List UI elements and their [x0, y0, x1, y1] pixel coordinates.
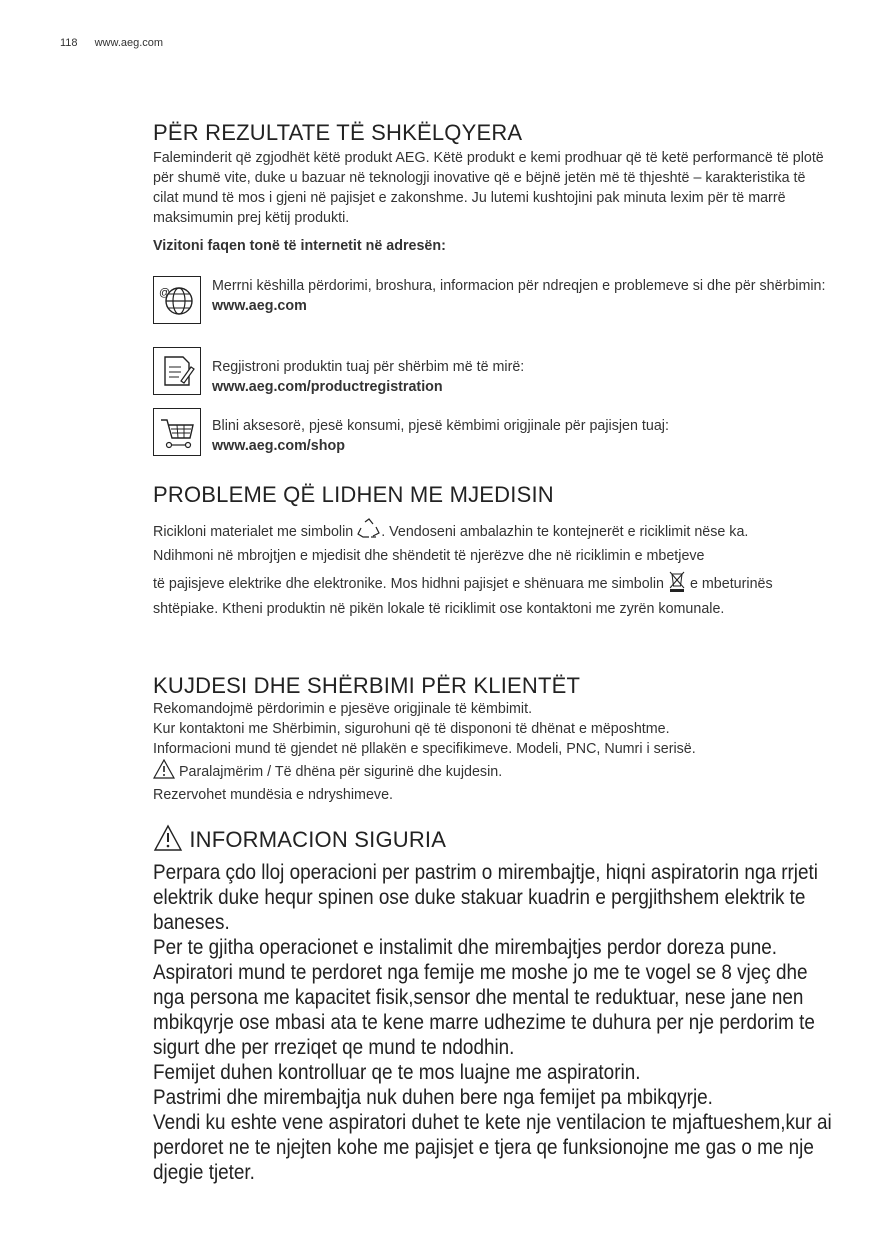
- section-title-safety: [153, 824, 833, 858]
- safety-line: Per te gjitha operacionet e instalimit dhe mirembajtjes perdor doreza pune.: [153, 936, 778, 959]
- care-line-5: Rezervohet mundësia e ndryshimeve.: [153, 787, 393, 803]
- section-environment: [153, 482, 833, 619]
- weee-text-1: Ndihmoni në mbrojtjen e mjedisit dhe shëndetit të njerëzve dhe në riciklimin e mbetjeve: [153, 548, 705, 564]
- care-line-2: Kur kontaktoni me Shërbimin, sigurohuni që të dispononi të dhënat e mëposhtme.: [153, 721, 670, 737]
- safety-line: Vendi ku eshte vene aspiratori duhet te kete nje ventilacion te mjaftueshem,kur ai perdoret ne te njejten kohe me pajisjet e tjera qe funksionojne me gas o me nje djegie tjeter.: [153, 1111, 832, 1184]
- section-title-customer-care: KUJDESI DHE SHËRBIMI PËR KLIENTËT: [153, 673, 581, 698]
- cart-icon: [153, 408, 201, 456]
- safety-line: Perpara çdo lloj operacioni per pastrim o mirembajtje, hiqni aspiratorin nga rrjeti elektrik duke hequr spinen ose duke stakuar kuadrin e pergjithshem elektrik te baneses.: [153, 861, 818, 934]
- register-icon: [153, 347, 201, 395]
- recycle-text-end: . Vendoseni ambalazhin te kontejnerët e riciklimit nëse ka.: [381, 523, 749, 540]
- safety-line: Aspiratori mund te perdoret nga femije me moshe jo me te vogel se 8 vjeç dhe nga persona me kapacitet fisik,sensor dhe mental te reduktuar, nese jane nen mbikqyrje ose mbasi ata te kene marre udhezime te duhura per nje perdorim te sigurt dhe per rreziqet qe mund te ndodhin.: [153, 961, 815, 1059]
- care-line-3: Informacioni mund të gjendet në pllakën e specifikimeve. Modeli, PNC, Numri i serisë.: [153, 741, 696, 757]
- link-row-registration: [153, 347, 833, 397]
- page-header: [60, 37, 177, 49]
- warning-icon: [153, 759, 175, 785]
- recycle-icon: [357, 518, 381, 546]
- safety-line: Femijet duhen kontrolluar qe te mos luajne me aspiratorin.: [153, 1061, 641, 1084]
- visit-label: Vizitoni faqen tonë të internetit në adresën:: [153, 238, 446, 254]
- registration-link[interactable]: www.aeg.com/productregistration: [212, 379, 443, 395]
- page-number: 118: [60, 37, 78, 49]
- support-link[interactable]: www.aeg.com: [212, 298, 307, 314]
- section-results: [153, 120, 833, 256]
- warning-icon: [153, 824, 183, 858]
- weee-text-3: e mbeturinës shtëpiake. Ktheni produktin në pikën lokale të riciklimit ose kontaktoni me zyrën komunale.: [153, 576, 773, 618]
- link-row-shop: [153, 408, 833, 456]
- registration-text: Regjistroni produktin tuaj për shërbim më të mirë:: [212, 359, 525, 375]
- safety-line: Pastrimi dhe mirembajtja nuk duhen bere nga femijet pa mbikqyrje.: [153, 1086, 713, 1109]
- section-title-results: PËR REZULTATE TË SHKËLQYERA: [153, 120, 523, 145]
- shop-text: Blini aksesorë, pjesë konsumi, pjesë këmbimi origjinale për pajisjen tuaj:: [212, 418, 669, 434]
- globe-icon: [153, 276, 201, 324]
- section-title-environment: PROBLEME QË LIDHEN ME MJEDISIN: [153, 482, 554, 507]
- svg-text:@: @: [159, 287, 171, 299]
- recycle-text-start: Riciklоni materialet me simbolin: [153, 523, 354, 540]
- weee-paragraph: [153, 546, 833, 619]
- weee-text-2: të pajisjeve elektrike dhe elektronike. Mos hidhni pajisjet e shënuara me simbolin: [153, 576, 664, 592]
- safety-title-text: INFORMACION SIGURIA: [189, 826, 447, 852]
- intro-paragraph: Faleminderit që zgjodhët këtë produkt AEG. Këtë produkt e kemi prodhuar që të ketë performancë të plotë për shumë vite, duke u bazuar në teknologji inovative që e bëjnë jetën më të thjeshtë – karakteristika të cilat mund të mos i gjeni në pajisjet e zakonshme. Ju lutemi kushtojini pak minuta lexim për të marrë maksimumin prej këtij produkti.: [153, 150, 824, 226]
- care-line-1: Rekomandojmë përdorimin e pjesëve origjinale të këmbimit.: [153, 701, 533, 717]
- crossed-bin-icon: [668, 569, 686, 599]
- care-line-4: [153, 759, 833, 785]
- recycle-paragraph: [153, 518, 833, 546]
- section-customer-care: [153, 673, 833, 805]
- header-website[interactable]: www.aeg.com: [94, 37, 164, 49]
- warning-text: Paralajmërim / Të dhëna për sigurinë dhe kujdesin.: [178, 763, 503, 780]
- link-row-support: [153, 276, 833, 324]
- shop-link[interactable]: www.aeg.com/shop: [212, 438, 345, 454]
- support-text: Merrni këshilla përdorimi, broshura, informacion për ndreqjen e problemeve si dhe për shërbimin:: [212, 278, 826, 294]
- section-safety: [153, 824, 833, 1185]
